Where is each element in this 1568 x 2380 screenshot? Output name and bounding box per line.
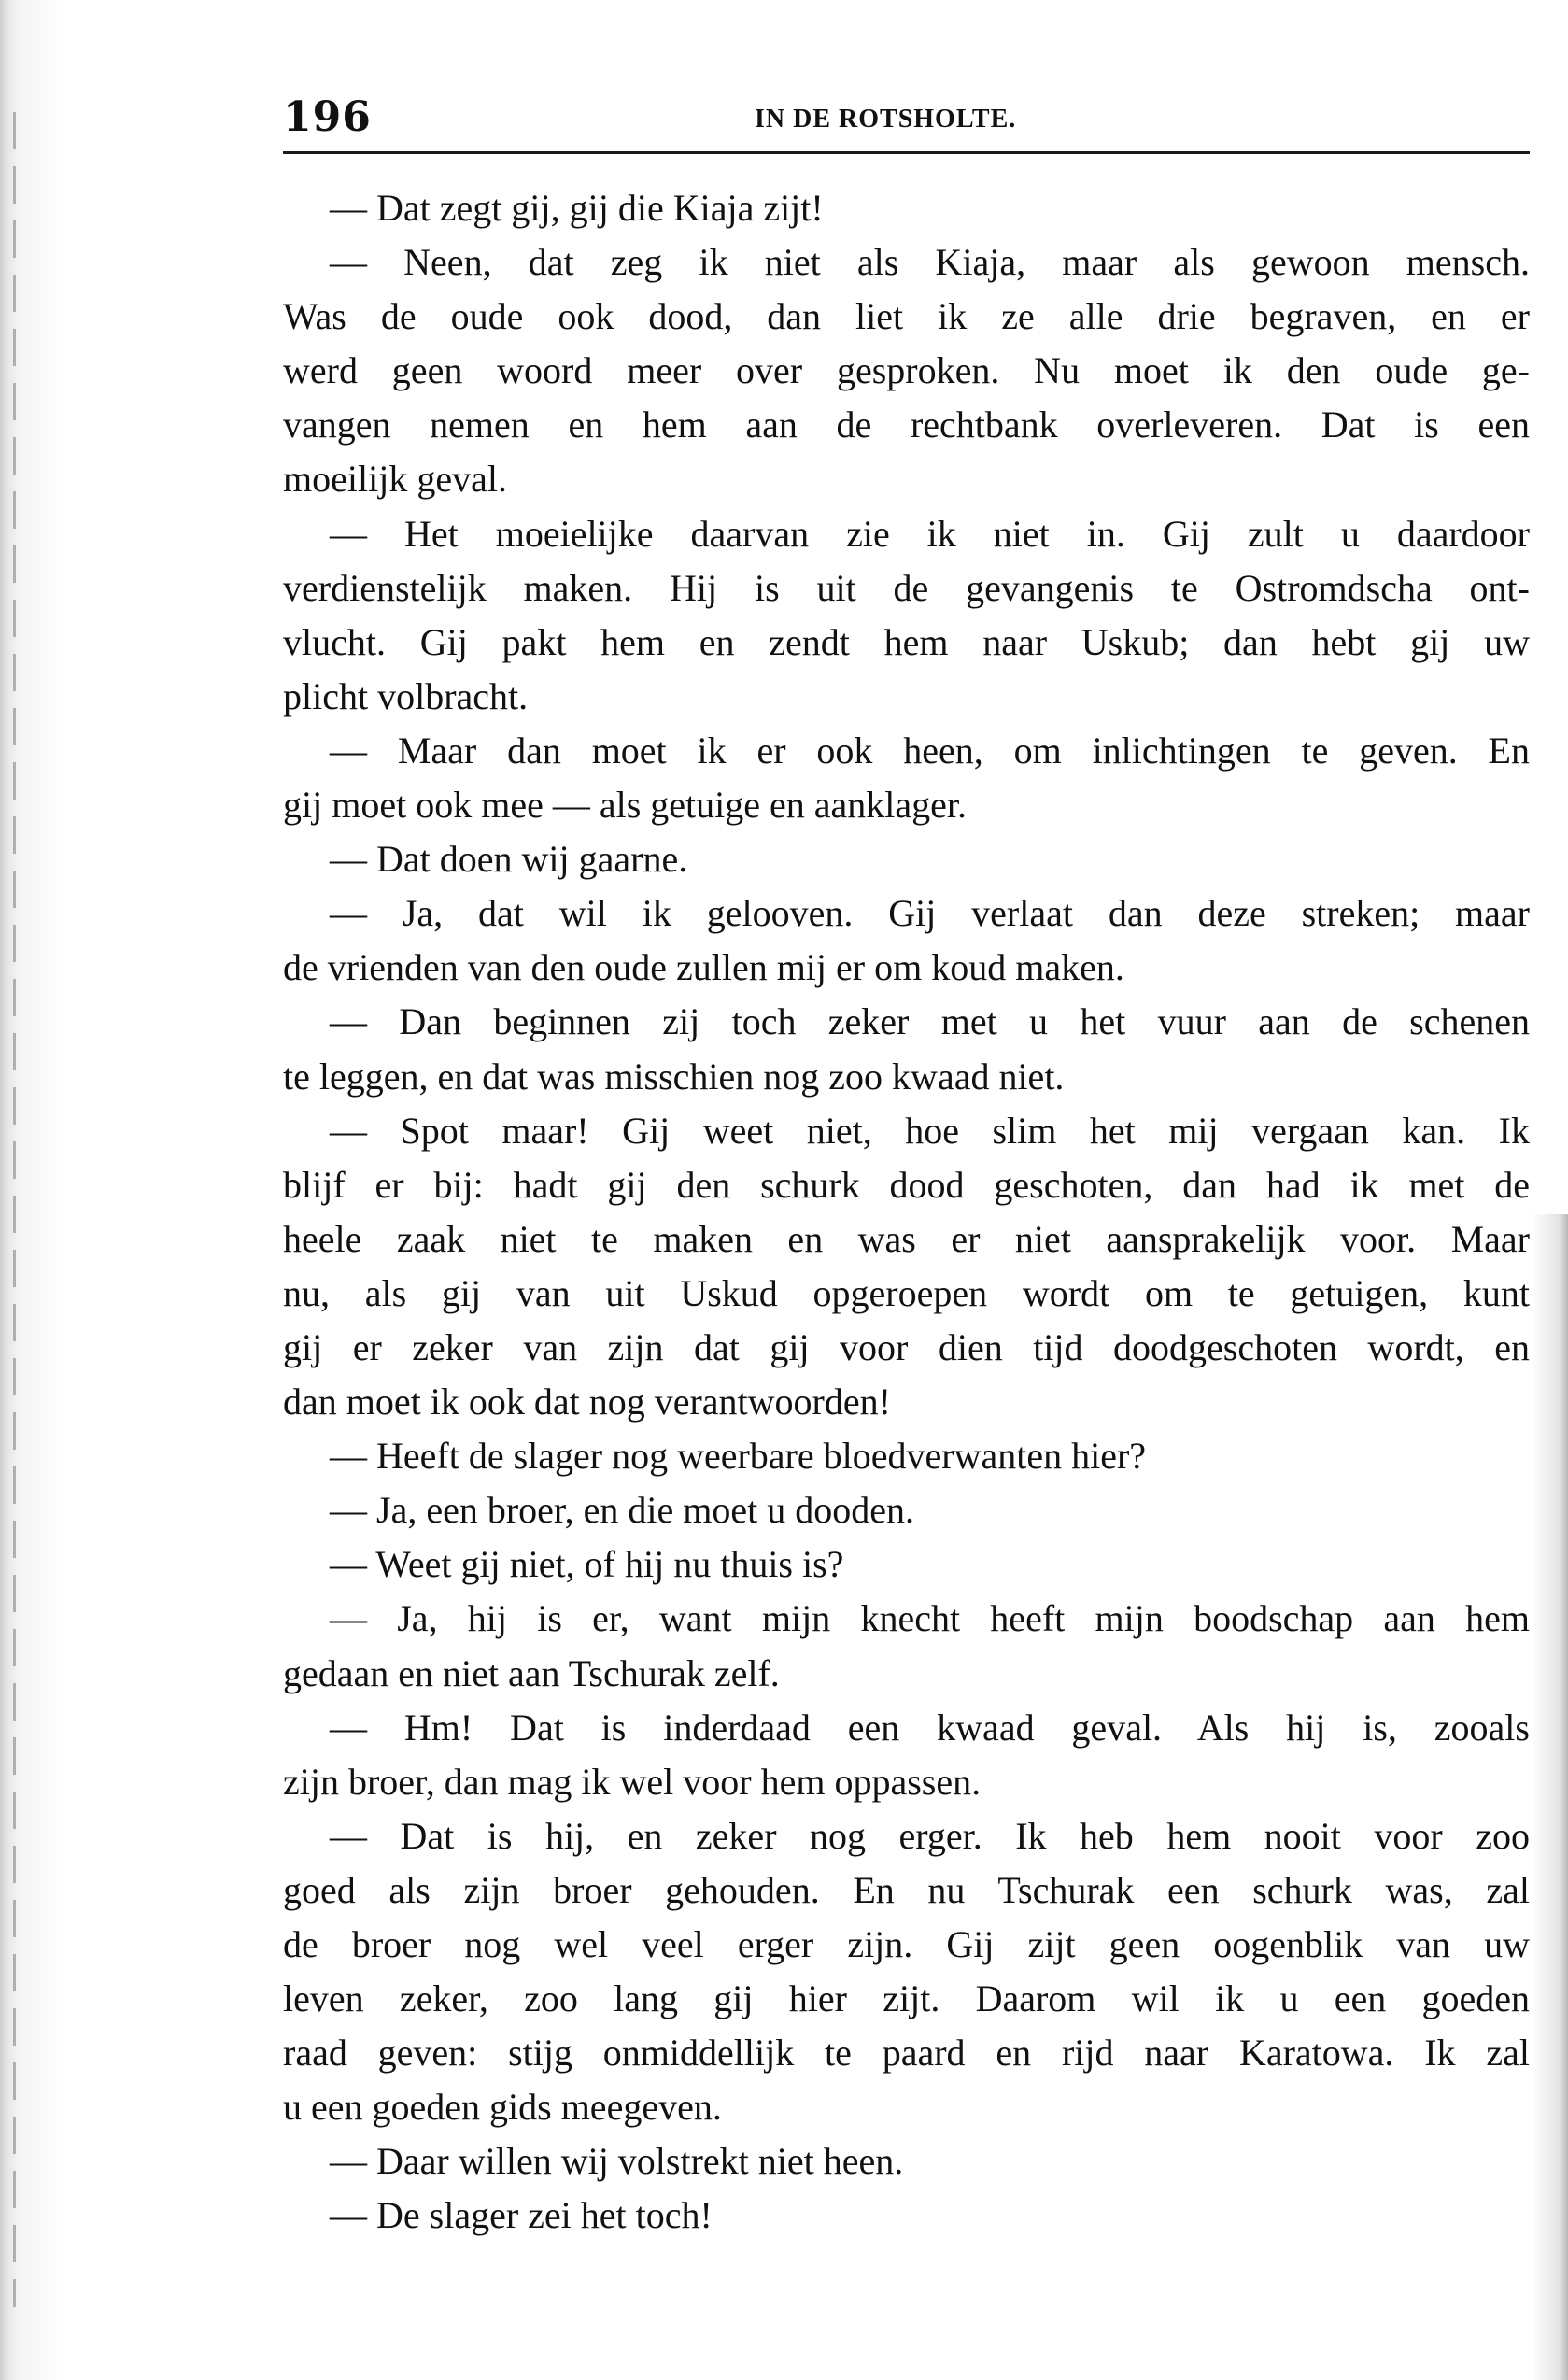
text-line: — Spot maar! Gij weet niet, hoe slim het mij vergaan kan. Ik	[330, 1109, 1530, 1152]
text-line: gedaan en niet aan Tschurak zelf.	[283, 1651, 780, 1694]
text-line: gij moet ook mee — als getuige en aanklager.	[283, 784, 967, 827]
text-line: — De slager zei het toch!	[330, 2194, 713, 2237]
text-line: — Daar willen wij volstrekt niet heen.	[330, 2140, 904, 2183]
text-line: heele zaak niet te maken en was er niet aansprakelijk voor. Maar	[283, 1217, 1530, 1260]
text-line: plicht volbracht.	[283, 674, 529, 717]
text-line: — Heeft de slager nog weerbare bloedverwanten hier?	[330, 1435, 1147, 1478]
text-line: — Dat doen wij gaarne.	[330, 838, 688, 881]
text-line: vangen nemen en hem aan de rechtbank overleveren. Dat is een	[283, 404, 1530, 446]
text-line: moeilijk geval.	[283, 458, 507, 501]
page-edge-shadow	[1531, 1214, 1568, 2380]
text-line: gij er zeker van zijn dat gij voor dien tijd doodgeschoten wordt, en	[283, 1325, 1530, 1368]
text-line: te leggen, en dat was misschien nog zoo kwaad niet.	[283, 1055, 1065, 1098]
text-line: vlucht. Gij pakt hem en zendt hem naar Uskub; dan hebt gij uw	[283, 620, 1530, 663]
text-line: — Ja, hij is er, want mijn knecht heeft mijn boodschap aan hem	[330, 1597, 1530, 1640]
binding-edge	[13, 112, 16, 2307]
page-gutter-shadow	[0, 0, 65, 2380]
text-line: — Weet gij niet, of hij nu thuis is?	[330, 1543, 844, 1586]
running-title: IN DE ROTSHOLTE.	[755, 105, 1017, 134]
text-line: — Maar dan moet ik er ook heen, om inlichtingen te geven. En	[330, 729, 1530, 772]
text-line: — Ja, een broer, en die moet u dooden.	[330, 1489, 914, 1532]
text-line: — Hm! Dat is inderdaad een kwaad geval. Als hij is, zooals	[330, 1706, 1530, 1749]
text-line: — Dan beginnen zij toch zeker met u het vuur aan de schenen	[330, 1000, 1530, 1043]
text-line: werd geen woord meer over gesproken. Nu moet ik den oude ge-	[283, 349, 1530, 392]
text-line: — Dat is hij, en zeker nog erger. Ik heb hem nooit voor zoo	[330, 1814, 1530, 1857]
text-line: u een goeden gids meegeven.	[283, 2086, 722, 2129]
text-line: leven zeker, zoo lang gij hier zijt. Daarom wil ik u een goeden	[283, 1977, 1530, 2020]
text-line: — Het moeielijke daarvan zie ik niet in. Gij zult u daardoor	[330, 512, 1530, 555]
text-line: de vrienden van den oude zullen mij er om koud maken.	[283, 946, 1124, 989]
text-line: raad geven: stijg onmiddellijk te paard en rijd naar Karatowa. Ik zal	[283, 2032, 1530, 2075]
text-line: verdienstelijk maken. Hij is uit de gevangenis te Ostromdscha ont-	[283, 566, 1530, 609]
text-line: — Neen, dat zeg ik niet als Kiaja, maar als gewoon mensch.	[330, 241, 1530, 284]
text-line: nu, als gij van uit Uskud opgeroepen wordt om te getuigen, kunt	[283, 1271, 1530, 1314]
text-line: — Dat zegt gij, gij die Kiaja zijt!	[330, 187, 824, 229]
text-line: — Ja, dat wil ik gelooven. Gij verlaat dan deze streken; maar	[330, 892, 1530, 935]
page-number: 196	[283, 93, 372, 141]
text-line: dan moet ik ook dat nog verantwoorden!	[283, 1381, 891, 1424]
text-line: blijf er bij: hadt gij den schurk dood geschoten, dan had ik met de	[283, 1163, 1530, 1206]
page-header	[283, 93, 1530, 157]
body-text	[283, 181, 1530, 2244]
text-line: de broer nog wel veel erger zijn. Gij zijt geen oogenblik van uw	[283, 1923, 1530, 1965]
text-line: zijn broer, dan mag ik wel voor hem oppassen.	[283, 1760, 982, 1803]
text-line: Was de oude ook dood, dan liet ik ze alle drie begraven, en er	[283, 295, 1530, 338]
header-rule	[283, 151, 1530, 154]
text-line: goed als zijn broer gehouden. En nu Tschurak een schurk was, zal	[283, 1868, 1530, 1911]
